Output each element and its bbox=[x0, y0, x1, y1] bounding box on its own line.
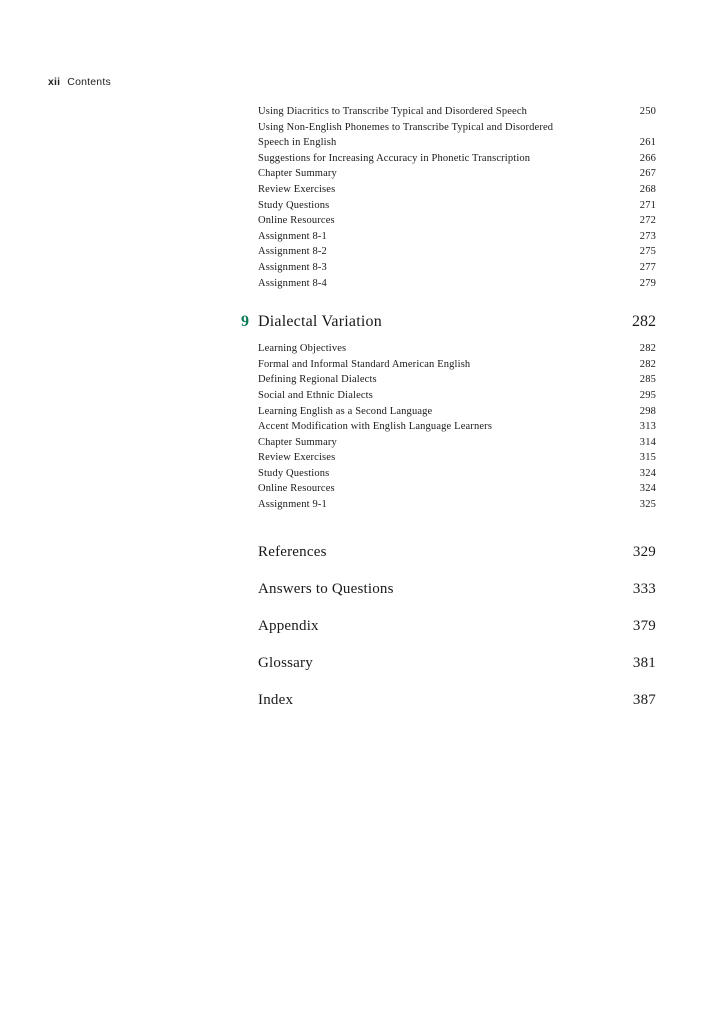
toc-entry-title-line2: Speech in English bbox=[258, 137, 337, 149]
toc-entry-title: Suggestions for Increasing Accuracy in Phonetic Transcription bbox=[258, 152, 531, 164]
toc-entry-title: Assignment 8-4 bbox=[258, 277, 327, 289]
toc-entry[interactable] bbox=[258, 260, 656, 276]
toc-entry[interactable] bbox=[258, 229, 656, 245]
table-of-contents bbox=[241, 104, 656, 728]
back-matter-entry[interactable] bbox=[258, 580, 656, 598]
toc-entry-title: Chapter Summary bbox=[258, 168, 337, 180]
toc-entry-page: 324 bbox=[639, 483, 656, 495]
toc-entry-page: 261 bbox=[639, 137, 656, 149]
toc-entry[interactable] bbox=[258, 481, 656, 497]
toc-entry-title: Defining Regional Dialects bbox=[258, 374, 377, 386]
toc-entry-title: Assignment 9-1 bbox=[258, 499, 327, 511]
back-matter-page: 329 bbox=[632, 543, 656, 560]
chapter-number: 9 bbox=[241, 313, 249, 331]
toc-entry[interactable] bbox=[258, 182, 656, 198]
toc-entry-page: 277 bbox=[639, 261, 656, 273]
back-matter-entry[interactable] bbox=[258, 543, 656, 561]
chapter-title: Dialectal Variation bbox=[258, 313, 382, 331]
toc-entry[interactable] bbox=[258, 404, 656, 420]
toc-entry-page: 279 bbox=[639, 277, 656, 289]
page-folio: xii bbox=[48, 76, 61, 88]
toc-entry-page: 285 bbox=[639, 374, 656, 386]
toc-entry-title: Online Resources bbox=[258, 483, 335, 495]
back-matter-title: Glossary bbox=[258, 654, 313, 671]
back-matter bbox=[258, 543, 656, 709]
toc-entry-title: Learning English as a Second Language bbox=[258, 405, 433, 417]
toc-entry-title-line1: Using Non-English Phonemes to Transcribe Typical and Disordered bbox=[258, 121, 554, 133]
toc-entry-title: Assignment 8-3 bbox=[258, 261, 327, 273]
toc-entry-title: Study Questions bbox=[258, 467, 330, 479]
toc-entry[interactable] bbox=[258, 166, 656, 182]
toc-entry[interactable] bbox=[258, 341, 656, 357]
toc-entry-title: Assignment 8-2 bbox=[258, 246, 327, 258]
toc-entry-page: 295 bbox=[639, 389, 656, 401]
toc-entry-title: Accent Modification with English Language Learners bbox=[258, 421, 493, 433]
toc-entry-page: 275 bbox=[639, 246, 656, 258]
toc-entry[interactable] bbox=[258, 497, 656, 513]
toc-entry[interactable] bbox=[258, 104, 656, 120]
toc-entry-page: 282 bbox=[639, 343, 656, 355]
toc-entry[interactable] bbox=[258, 213, 656, 229]
toc-entry[interactable] bbox=[258, 120, 656, 151]
toc-entry-title: Review Exercises bbox=[258, 452, 336, 464]
back-matter-title: Appendix bbox=[258, 617, 319, 634]
toc-entry-title: Study Questions bbox=[258, 199, 330, 211]
chapter-heading[interactable] bbox=[241, 313, 656, 331]
toc-entry-page: 325 bbox=[639, 499, 656, 511]
toc-entry[interactable] bbox=[258, 388, 656, 404]
toc-entry-page: 272 bbox=[639, 215, 656, 227]
toc-entry-page: 315 bbox=[639, 452, 656, 464]
toc-entry[interactable] bbox=[258, 372, 656, 388]
toc-entry-page: 250 bbox=[639, 106, 656, 117]
toc-entry-title: Chapter Summary bbox=[258, 436, 337, 448]
running-head bbox=[48, 76, 111, 88]
toc-entry[interactable] bbox=[258, 244, 656, 260]
toc-entry[interactable] bbox=[258, 450, 656, 466]
back-matter-page: 381 bbox=[632, 654, 656, 671]
toc-entry[interactable] bbox=[258, 435, 656, 451]
toc-entry-page: 314 bbox=[639, 436, 656, 448]
toc-entry[interactable] bbox=[258, 198, 656, 214]
back-matter-page: 387 bbox=[632, 691, 656, 708]
toc-entry-title: Assignment 8-1 bbox=[258, 230, 327, 242]
toc-entry-page: 298 bbox=[639, 405, 656, 417]
back-matter-entry[interactable] bbox=[258, 654, 656, 672]
toc-entry-page: 273 bbox=[639, 230, 656, 242]
toc-entry-page: 268 bbox=[639, 183, 656, 195]
toc-entry-title: Online Resources bbox=[258, 215, 335, 227]
toc-entry[interactable] bbox=[258, 357, 656, 373]
back-matter-page: 333 bbox=[632, 580, 656, 597]
toc-entry-title: Using Diacritics to Transcribe Typical and Disordered Speech bbox=[258, 106, 528, 117]
chapter-subentries bbox=[258, 341, 656, 513]
toc-entry[interactable] bbox=[258, 151, 656, 167]
toc-entry[interactable] bbox=[258, 466, 656, 482]
toc-entry-page: 313 bbox=[639, 421, 656, 433]
back-matter-entry[interactable] bbox=[258, 617, 656, 635]
toc-entry-title: Formal and Informal Standard American English bbox=[258, 358, 471, 370]
back-matter-title: Answers to Questions bbox=[258, 580, 394, 597]
toc-entry-page: 266 bbox=[639, 152, 656, 164]
chapter-page: 282 bbox=[632, 313, 656, 331]
toc-entry-page: 282 bbox=[639, 358, 656, 370]
back-matter-title: References bbox=[258, 543, 327, 560]
running-head-label: Contents bbox=[67, 76, 111, 88]
toc-entry-title: Social and Ethnic Dialects bbox=[258, 389, 373, 401]
back-matter-page: 379 bbox=[632, 617, 656, 634]
toc-entry-title: Review Exercises bbox=[258, 183, 336, 195]
toc-entry[interactable] bbox=[258, 419, 656, 435]
toc-entry-page: 324 bbox=[639, 467, 656, 479]
toc-entry-title: Learning Objectives bbox=[258, 343, 347, 355]
toc-entry-page: 271 bbox=[639, 199, 656, 211]
toc-entry-page: 267 bbox=[639, 168, 656, 180]
back-matter-entry[interactable] bbox=[258, 691, 656, 709]
back-matter-title: Index bbox=[258, 691, 294, 708]
toc-entry[interactable] bbox=[258, 276, 656, 292]
